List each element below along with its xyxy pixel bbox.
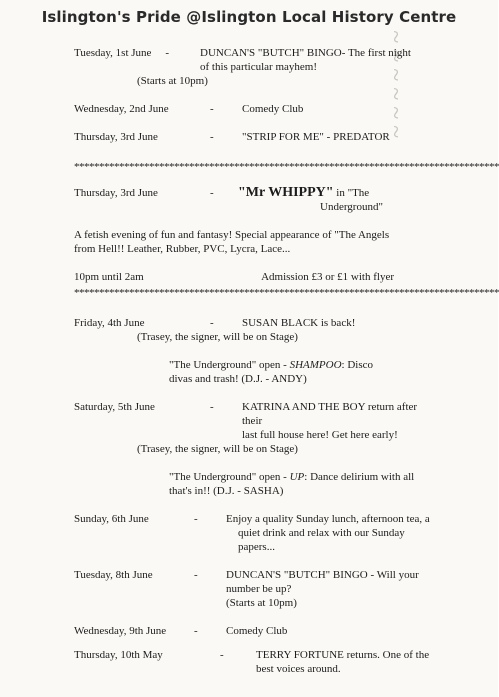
divider-stars: *************************************************************************************: [74, 161, 499, 173]
time-admission-row: [74, 270, 394, 284]
event-date: Sunday, 6th June: [74, 513, 149, 525]
event-description: of this particular mayhem!: [200, 61, 317, 73]
event-date: Wednesday, 9th June: [74, 625, 167, 637]
event-description: quiet drink and relax with our Sunday papers...: [238, 527, 405, 553]
event-dash: -: [210, 103, 214, 115]
event-date: Thursday, 10th May: [74, 649, 163, 661]
event-description: TERRY FORTUNE returns. One of the: [256, 649, 430, 661]
event-row: [74, 624, 430, 638]
event-description: in "The: [336, 187, 370, 199]
event-note: (Starts at 10pm): [137, 75, 208, 87]
event-description: Enjoy a quality Sunday lunch, afternoon tea, a: [226, 513, 430, 525]
event-note: (Starts at 10pm): [226, 597, 297, 609]
event-dash: -: [210, 401, 214, 413]
event-date: Thursday, 3rd June: [74, 131, 158, 143]
underground-line: divas and trash! (D.J. - ANDY): [169, 373, 307, 385]
event-description: number be up?: [226, 583, 292, 595]
admission-price: Admission £3 or £1 with flyer: [261, 271, 394, 283]
bleed-through-text: ~ ~ ~ ~ ~ ~: [382, 30, 408, 138]
event-description: Comedy Club: [242, 103, 304, 115]
event-date: Wednesday, 2nd June: [74, 103, 169, 115]
event-description: "STRIP FOR ME" - PREDATOR: [242, 131, 390, 143]
event-dash: -: [210, 187, 214, 199]
event-time: 10pm until 2am: [74, 271, 144, 283]
event-row: [74, 568, 430, 610]
featured-event-title: "Mr WHIPPY": [238, 185, 334, 200]
event-row: [74, 102, 430, 116]
event-dash: -: [194, 569, 198, 581]
event-row: [74, 130, 430, 144]
event-dash: -: [220, 649, 224, 661]
event-note: (Trasey, the signer, will be on Stage): [137, 443, 298, 455]
event-description: last full house here! Get here early!: [242, 429, 398, 441]
underground-line: "The Underground" open - SHAMPOO: Disco: [169, 359, 374, 371]
event-dash: -: [165, 47, 170, 59]
events-list: [74, 46, 499, 676]
divider-stars: *************************************************************************************: [74, 287, 499, 299]
event-description: SUSAN BLACK is back!: [242, 317, 356, 329]
event-date: Saturday, 5th June: [74, 401, 155, 413]
fetish-description: A fetish evening of fun and fantasy! Special appearance of "The Angels: [74, 229, 390, 241]
club-night-name: SHAMPOO: [289, 359, 342, 371]
event-row: [74, 46, 430, 74]
event-dash: -: [194, 625, 198, 637]
page-banner: Islington's Pride @Islington Local History Centre: [41, 8, 457, 26]
event-date: Tuesday, 8th June: [74, 569, 153, 581]
event-description: best voices around.: [256, 663, 341, 675]
event-row: [74, 400, 430, 428]
event-dash: -: [210, 131, 214, 143]
event-description: KATRINA AND THE BOY return after their: [242, 401, 418, 427]
event-date: Friday, 4th June: [74, 317, 145, 329]
event-description: DUNCAN'S "BUTCH" BINGO- The first night: [200, 47, 411, 59]
event-row: [74, 316, 430, 330]
event-description: DUNCAN'S "BUTCH" BINGO - Will your: [226, 569, 419, 581]
underground-line: "The Underground" open - UP: Dance delirium with all: [169, 471, 415, 483]
event-row: [74, 512, 430, 526]
club-night-name: UP: [289, 471, 305, 483]
event-date: Thursday, 3rd June: [74, 187, 158, 199]
event-dash: -: [210, 317, 214, 329]
underground-line: that's in!! (D.J. - SASHA): [169, 485, 284, 497]
event-date: Tuesday, 1st June: [74, 47, 152, 59]
event-dash: -: [194, 513, 198, 525]
event-description: Underground": [320, 201, 383, 213]
event-row: [74, 648, 430, 676]
event-row: [74, 186, 430, 200]
event-note: (Trasey, the signer, will be on Stage): [137, 331, 298, 343]
fetish-description: from Hell!! Leather, Rubber, PVC, Lycra, Lace...: [74, 243, 291, 255]
event-description: Comedy Club: [226, 625, 288, 637]
